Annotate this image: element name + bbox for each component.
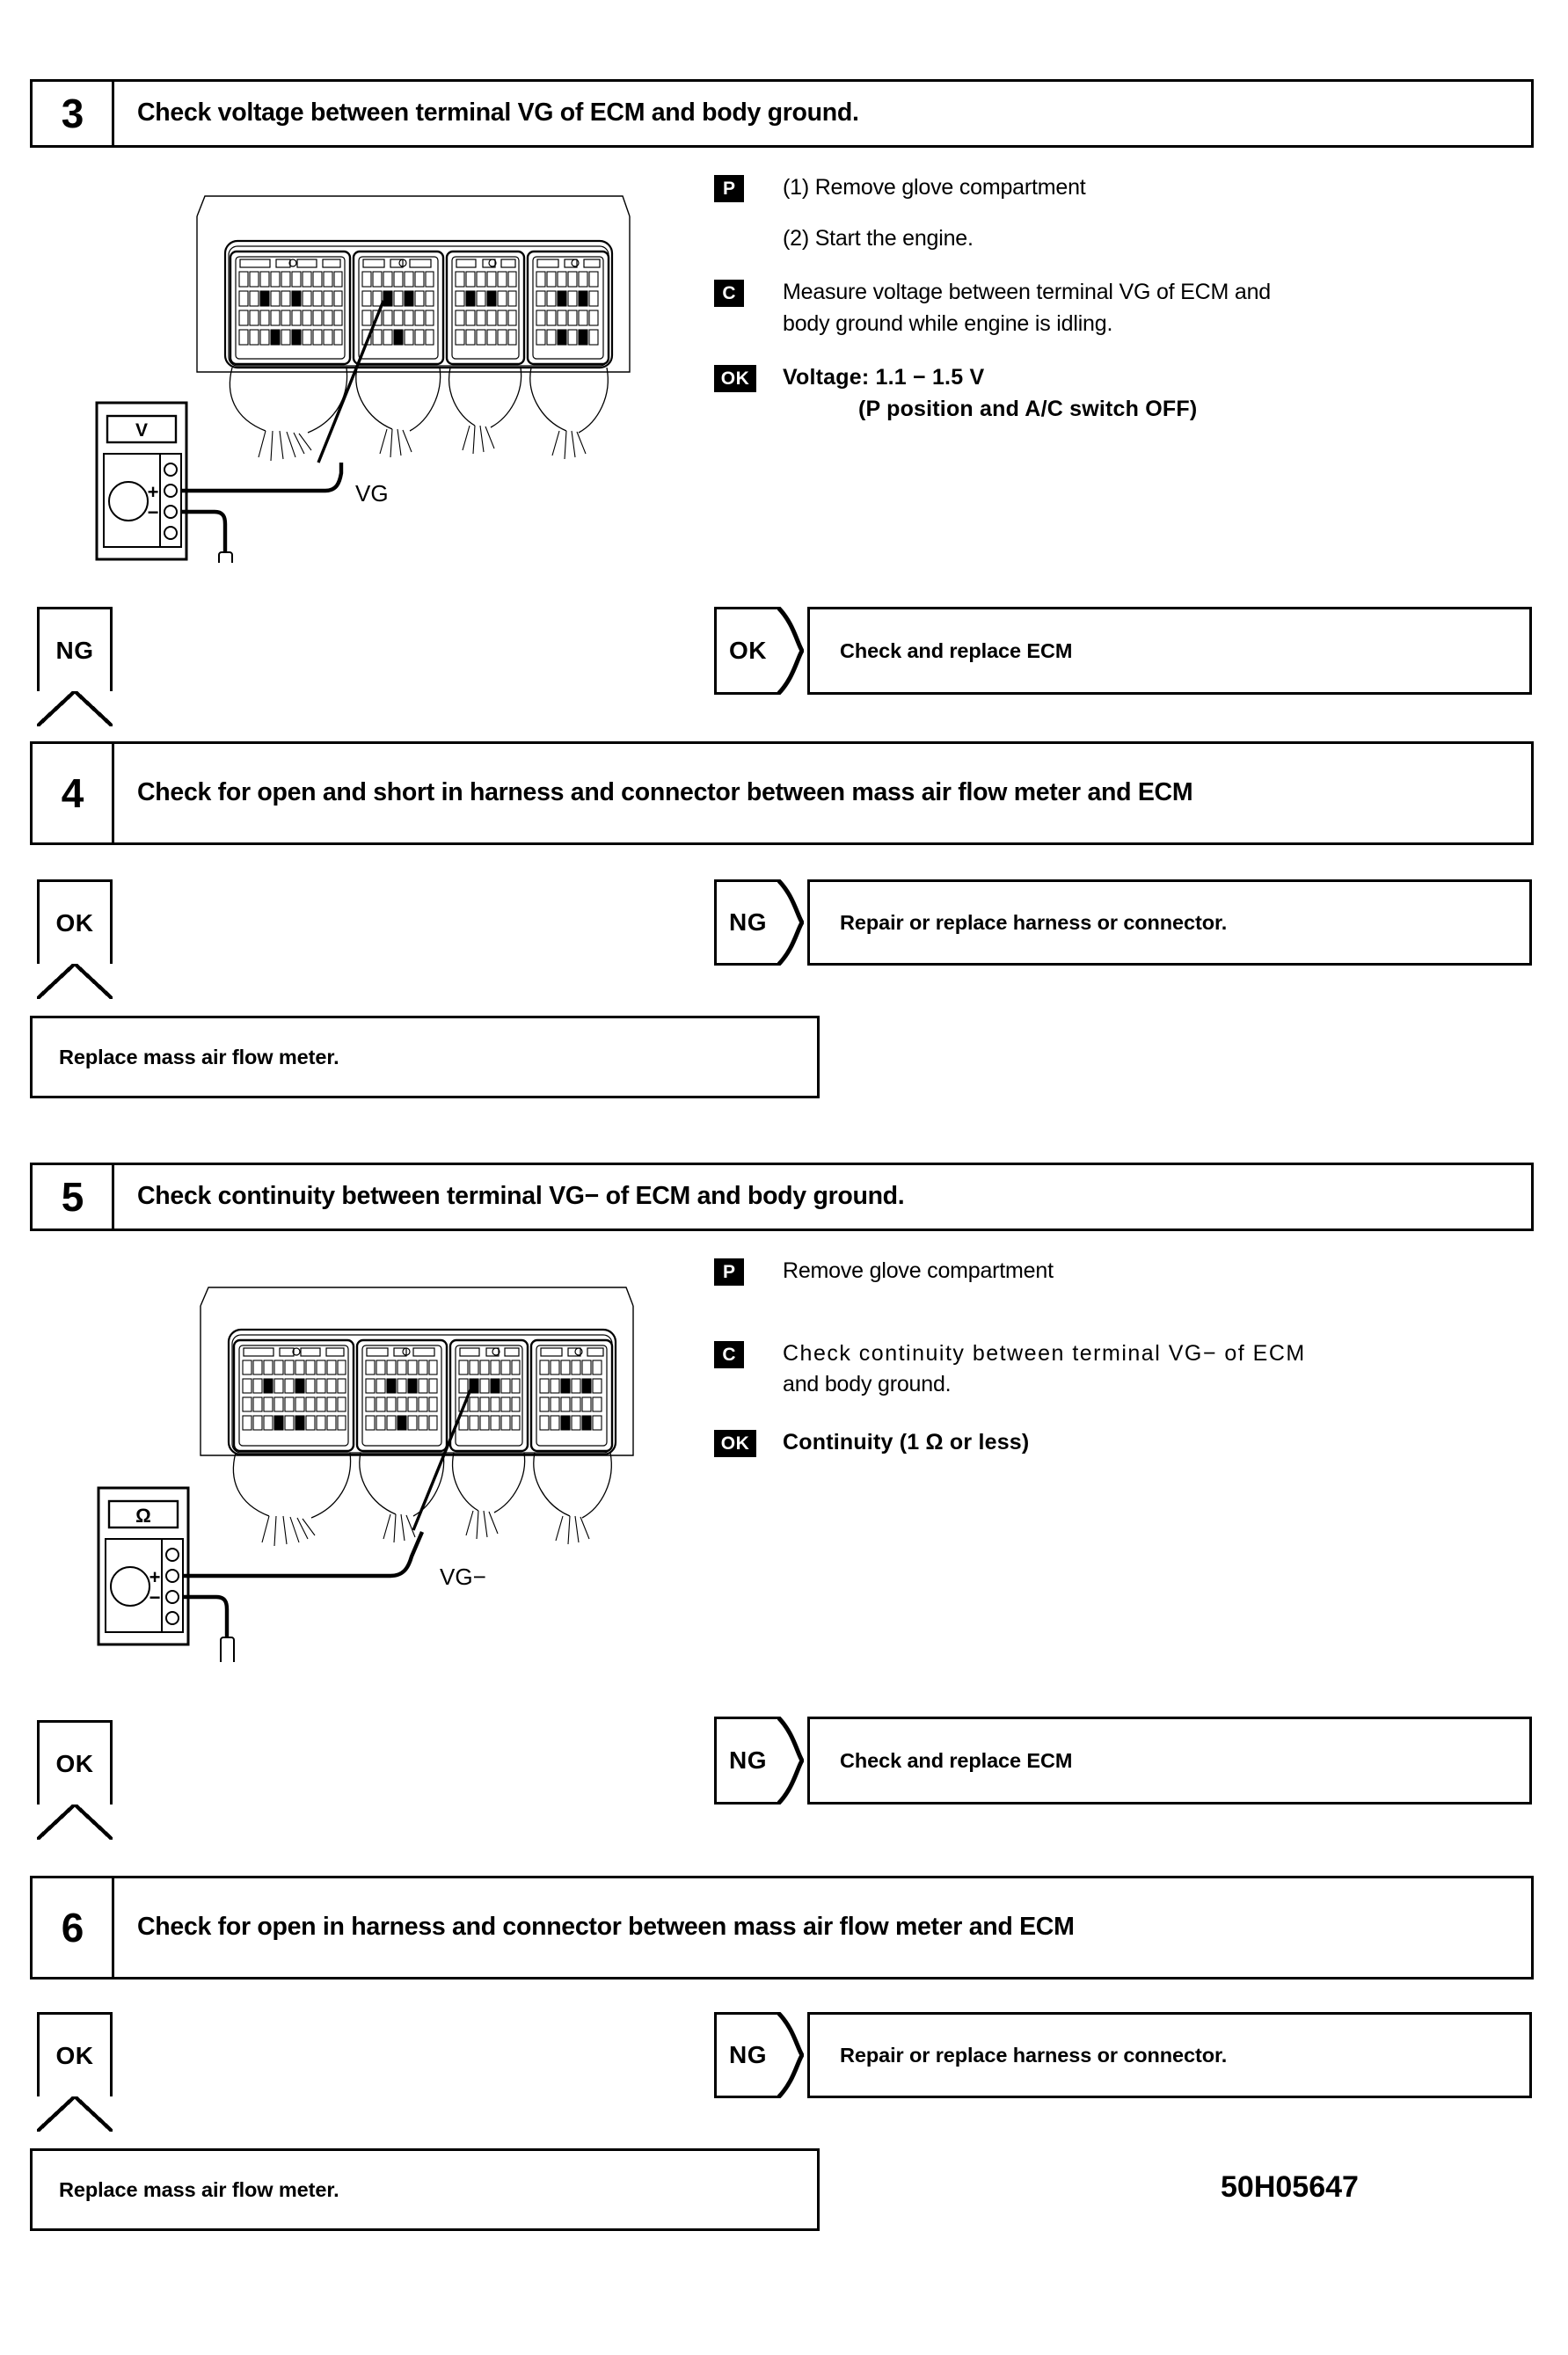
instruction-text bbox=[783, 172, 1506, 254]
ok-tag: OK bbox=[714, 1430, 756, 1457]
branch-ng-result: Repair or replace harness or connector. bbox=[807, 2012, 1532, 2098]
step-3-diagram bbox=[77, 167, 640, 563]
arrow-nose-icon bbox=[777, 2012, 804, 2098]
svg-text:−: − bbox=[147, 501, 159, 523]
spacer bbox=[714, 339, 1506, 362]
branch-ng-pennant-step3: NG bbox=[37, 607, 113, 691]
tag-cell bbox=[714, 1427, 783, 1457]
tag-cell bbox=[714, 1256, 783, 1286]
step-5-title: Check continuity between terminal VG− of ECM and body ground. bbox=[137, 1182, 905, 1211]
instruction-row-p bbox=[714, 172, 1506, 254]
figure-code: 50H05647 bbox=[1221, 2170, 1359, 2204]
terminal-box-replace-maf-2: Replace mass air flow meter. bbox=[30, 2148, 820, 2231]
step-4-header bbox=[30, 741, 1534, 845]
svg-text:+: + bbox=[149, 1566, 161, 1588]
step-5-instructions bbox=[714, 1256, 1506, 1458]
meter-mode-label-v: V bbox=[135, 420, 149, 441]
instruction-text bbox=[783, 277, 1506, 339]
spacer bbox=[714, 1287, 1506, 1338]
ok-tag: OK bbox=[714, 365, 756, 392]
branch-ng-result: Check and replace ECM bbox=[807, 1717, 1532, 1805]
instruction-row-ok bbox=[714, 1427, 1506, 1459]
branch-ng-step6 bbox=[714, 2012, 1532, 2098]
branch-ok-label: OK bbox=[729, 637, 767, 664]
branch-ng-step5 bbox=[714, 1717, 1532, 1805]
arrow-nose-icon bbox=[777, 879, 804, 966]
instruction-text bbox=[783, 1427, 1506, 1459]
branch-ok-tab bbox=[714, 607, 779, 695]
instruction-line: Remove glove compartment bbox=[783, 1258, 1054, 1283]
instruction-line: (2) Start the engine. bbox=[783, 225, 974, 251]
step-3-header bbox=[30, 79, 1534, 148]
step-5-diagram bbox=[77, 1266, 640, 1662]
step-4-number: 4 bbox=[33, 744, 114, 842]
branch-ok-step3 bbox=[714, 607, 1532, 695]
check-tag: C bbox=[714, 1341, 744, 1368]
step-3-number: 3 bbox=[33, 82, 114, 145]
instruction-row-c bbox=[714, 277, 1506, 339]
instruction-row-p bbox=[714, 1256, 1506, 1287]
step-6-number: 6 bbox=[33, 1878, 114, 1977]
terminal-label-vg: VG bbox=[355, 480, 389, 507]
step-4-title: Check for open and short in harness and connector between mass air flow meter and ECM bbox=[137, 778, 1193, 807]
step-3-title: Check voltage between terminal VG of ECM and body ground. bbox=[137, 98, 859, 128]
branch-ng-tab bbox=[714, 2012, 779, 2098]
instruction-row-c bbox=[714, 1338, 1506, 1401]
instruction-line: (1) Remove glove compartment bbox=[783, 175, 1086, 200]
branch-ng-step4 bbox=[714, 879, 1532, 966]
branch-ng-label: NG bbox=[729, 908, 767, 936]
branch-ok-pennant-step4: OK bbox=[37, 879, 113, 964]
svg-text:+: + bbox=[147, 481, 159, 503]
step-6-title: Check for open in harness and connector between mass air flow meter and ECM bbox=[137, 1913, 1075, 1942]
branch-ok-result: Check and replace ECM bbox=[807, 607, 1532, 695]
branch-ng-tab bbox=[714, 1717, 779, 1805]
branch-ng-label: NG bbox=[729, 2041, 767, 2068]
instruction-line: Continuity (1 Ω or less) bbox=[783, 1429, 1030, 1455]
instruction-line: Voltage: 1.1 − 1.5 V bbox=[783, 365, 985, 390]
branch-ng-label: NG bbox=[729, 1746, 767, 1774]
branch-ok-pennant-step5: OK bbox=[37, 1720, 113, 1805]
instruction-line: (P position and A/C switch OFF) bbox=[858, 396, 1198, 421]
check-tag: C bbox=[714, 280, 744, 307]
prepare-tag: P bbox=[714, 175, 744, 202]
tag-cell bbox=[714, 172, 783, 202]
svg-text:−: − bbox=[149, 1586, 161, 1608]
step-3-instructions bbox=[714, 172, 1506, 425]
arrow-nose-icon bbox=[777, 607, 804, 695]
instruction-line: Check continuity between terminal VG− of ECM bbox=[783, 1340, 1306, 1366]
step-5-number: 5 bbox=[33, 1165, 114, 1229]
instruction-line: Measure voltage between terminal VG of ECM and bbox=[783, 280, 1271, 304]
instruction-text bbox=[783, 1256, 1506, 1287]
instruction-text bbox=[783, 1338, 1506, 1401]
step-5-header bbox=[30, 1163, 1534, 1231]
prepare-tag: P bbox=[714, 1258, 744, 1286]
branch-ok-pennant-step6: OK bbox=[37, 2012, 113, 2096]
step-6-header bbox=[30, 1876, 1534, 1980]
arrow-nose-icon bbox=[777, 1717, 804, 1805]
tag-cell bbox=[714, 277, 783, 307]
terminal-box-replace-maf-1: Replace mass air flow meter. bbox=[30, 1016, 820, 1098]
terminal-label-vg-minus: VG− bbox=[440, 1564, 486, 1590]
instruction-line: body ground while engine is idling. bbox=[783, 310, 1113, 336]
spacer bbox=[714, 1401, 1506, 1427]
instruction-text bbox=[783, 362, 1506, 425]
spacer bbox=[714, 254, 1506, 277]
instruction-row-ok bbox=[714, 362, 1506, 425]
branch-ng-tab bbox=[714, 879, 779, 966]
instruction-line: and body ground. bbox=[783, 1372, 952, 1396]
meter-mode-label-ohm: Ω bbox=[135, 1505, 151, 1527]
branch-ng-result: Repair or replace harness or connector. bbox=[807, 879, 1532, 966]
tag-cell bbox=[714, 1338, 783, 1368]
tag-cell bbox=[714, 362, 783, 392]
